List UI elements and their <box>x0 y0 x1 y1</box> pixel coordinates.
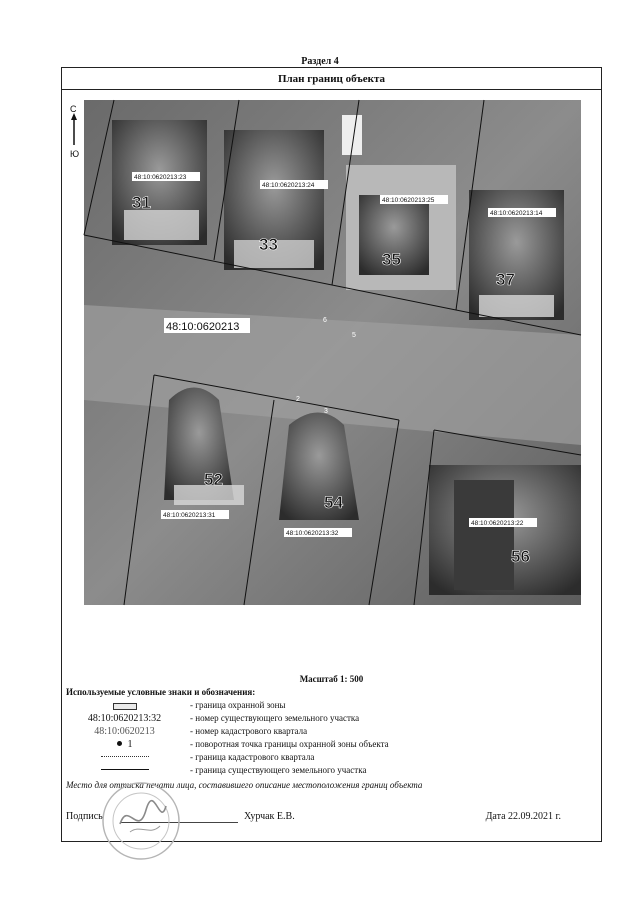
legend-desc-quarter-number: - номер кадастрового квартала <box>190 726 308 736</box>
point-label-5: 5 <box>352 332 356 339</box>
plan-title: План границ объекта <box>62 68 601 90</box>
parcel-id-25: 48:10:0620213:25 <box>382 197 435 204</box>
legend-row-parcel-boundary <box>62 765 601 778</box>
section-label: Раздел 4 <box>301 56 339 67</box>
parcel-id-22: 48:10:0620213:22 <box>471 520 524 527</box>
parcel-id-14: 48:10:0620213:14 <box>490 210 543 217</box>
legend-desc-parcel-number: - номер существующего земельного участка <box>190 713 360 723</box>
house-56 <box>429 465 581 595</box>
point-label-3: 3 <box>324 408 328 415</box>
parcel-id-23: 48:10:0620213:23 <box>134 174 187 181</box>
turning-point-dot-icon <box>117 741 122 746</box>
house-number-37: 37 <box>496 270 515 289</box>
parcel-id-31: 48:10:0620213:31 <box>163 512 216 519</box>
aerial-map <box>70 100 581 605</box>
quarter-boundary-line <box>101 756 149 757</box>
legend-row-quarter-boundary <box>62 752 601 765</box>
scale-label: Масштаб 1: 500 <box>299 674 364 684</box>
legend-desc-quarter-boundary: - граница кадастрового квартала <box>190 752 315 762</box>
house-31 <box>112 120 207 245</box>
signature-date: Дата 22.09.2021 г. <box>485 811 561 822</box>
legend-title: Используемые условные знаки и обозначения: <box>66 687 256 697</box>
handwritten-signature <box>120 801 166 824</box>
compass-south: Ю <box>70 149 80 159</box>
house-number-31: 31 <box>132 193 151 212</box>
house-number-33: 33 <box>259 235 278 254</box>
parcel-id-32: 48:10:0620213:32 <box>286 530 339 537</box>
legend-symbol-parcel-number: 48:10:0620213:32 <box>87 713 162 724</box>
house-number-35: 35 <box>382 250 401 269</box>
house-number-52: 52 <box>204 470 223 489</box>
parcel-id-24: 48:10:0620213:24 <box>262 182 315 189</box>
compass-north: С <box>70 104 77 114</box>
house-35 <box>346 165 456 290</box>
stamp-note: Место для оттиска печати лица, составившего описание местоположения границ объекта <box>66 780 423 790</box>
legend-row-quarter-number <box>62 726 601 739</box>
parcel-boundary-line <box>101 769 149 770</box>
quarter-label: 48:10:0620213 <box>166 321 240 333</box>
legend-desc-turning-point: - поворотная точка границы охранной зоны объекта <box>190 739 389 749</box>
legend-row-parcel-number <box>62 713 601 726</box>
point-label-2: 2 <box>296 396 300 403</box>
point-label-6: 6 <box>323 317 327 324</box>
house-number-54: 54 <box>324 493 343 512</box>
house-number-56: 56 <box>511 547 530 566</box>
signature-label: Подпись <box>66 811 103 822</box>
legend-row-protection-zone <box>62 700 601 713</box>
compass <box>70 104 79 159</box>
seal-stamp <box>100 780 182 862</box>
legend-desc-parcel-boundary: - граница существующего земельного участка <box>190 765 367 775</box>
legend-row-turning-point <box>62 739 601 752</box>
protection-zone-symbol <box>113 703 137 710</box>
document-frame <box>61 67 602 842</box>
signer-name: Хурчак Е.В. <box>244 811 295 822</box>
legend-symbol-turning-point: 1 <box>127 739 133 750</box>
legend-desc-protection-zone: - граница охранной зоны <box>190 700 286 710</box>
legend-symbol-quarter-number: 48:10:0620213 <box>94 726 155 737</box>
